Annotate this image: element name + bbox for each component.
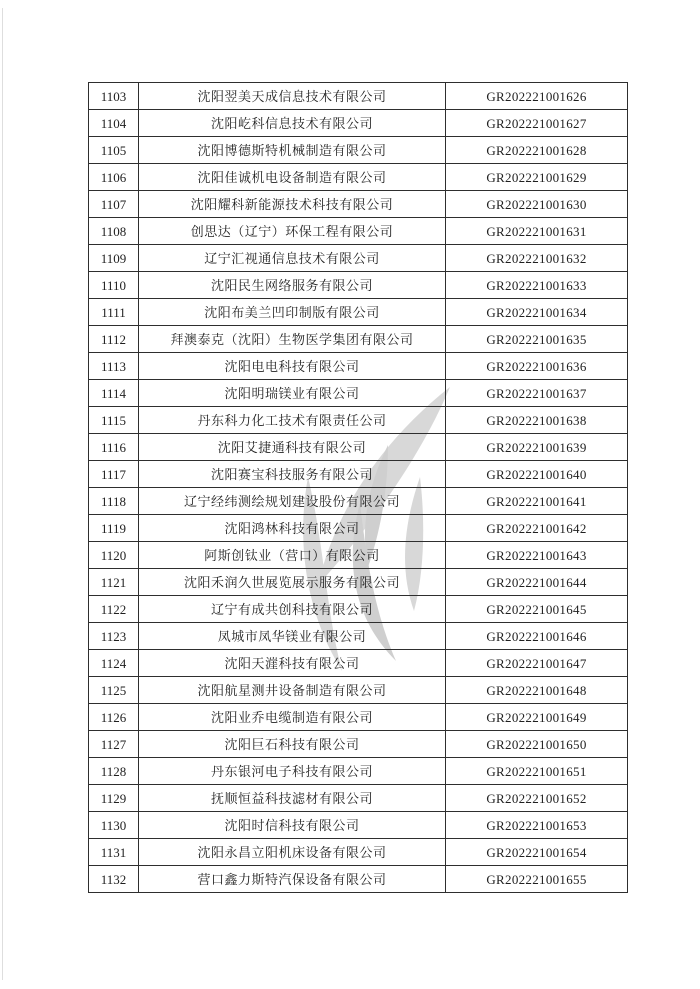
company-name-cell: 沈阳佳诚机电设备制造有限公司 <box>139 164 446 191</box>
company-name-cell: 沈阳屹科信息技术有限公司 <box>139 110 446 137</box>
company-name-cell: 沈阳博德斯特机械制造有限公司 <box>139 137 446 164</box>
registration-code-cell: GR202221001640 <box>446 461 628 488</box>
row-number-cell: 1126 <box>89 704 139 731</box>
company-name-cell: 沈阳时信科技有限公司 <box>139 812 446 839</box>
company-name-cell: 沈阳巨石科技有限公司 <box>139 731 446 758</box>
row-number-cell: 1104 <box>89 110 139 137</box>
table-row <box>89 704 628 731</box>
company-name-cell: 沈阳鸿林科技有限公司 <box>139 515 446 542</box>
row-number-cell: 1110 <box>89 272 139 299</box>
row-number-cell: 1112 <box>89 326 139 353</box>
registration-code-cell: GR202221001632 <box>446 245 628 272</box>
table-row <box>89 218 628 245</box>
row-number-cell: 1131 <box>89 839 139 866</box>
company-name-cell: 拜澳泰克（沈阳）生物医学集团有限公司 <box>139 326 446 353</box>
table-row <box>89 191 628 218</box>
company-name-cell: 沈阳永昌立阳机床设备有限公司 <box>139 839 446 866</box>
registration-code-cell: GR202221001633 <box>446 272 628 299</box>
registration-code-cell: GR202221001655 <box>446 866 628 893</box>
table-row <box>89 434 628 461</box>
row-number-cell: 1113 <box>89 353 139 380</box>
table-row <box>89 731 628 758</box>
registration-code-cell: GR202221001646 <box>446 623 628 650</box>
row-number-cell: 1117 <box>89 461 139 488</box>
company-name-cell: 沈阳禾润久世展览展示服务有限公司 <box>139 569 446 596</box>
company-name-cell: 沈阳艾捷通科技有限公司 <box>139 434 446 461</box>
row-number-cell: 1116 <box>89 434 139 461</box>
row-number-cell: 1108 <box>89 218 139 245</box>
company-name-cell: 沈阳电电科技有限公司 <box>139 353 446 380</box>
registration-code-cell: GR202221001654 <box>446 839 628 866</box>
table-row <box>89 677 628 704</box>
company-name-cell: 沈阳耀科新能源技术科技有限公司 <box>139 191 446 218</box>
row-number-cell: 1132 <box>89 866 139 893</box>
row-number-cell: 1127 <box>89 731 139 758</box>
registration-code-cell: GR202221001642 <box>446 515 628 542</box>
table-row <box>89 272 628 299</box>
registration-code-cell: GR202221001634 <box>446 299 628 326</box>
company-name-cell: 丹东科力化工技术有限责任公司 <box>139 407 446 434</box>
table-row <box>89 569 628 596</box>
company-name-cell: 营口鑫力斯特汽保设备有限公司 <box>139 866 446 893</box>
registration-code-cell: GR202221001651 <box>446 758 628 785</box>
registration-code-cell: GR202221001638 <box>446 407 628 434</box>
table-row <box>89 758 628 785</box>
row-number-cell: 1120 <box>89 542 139 569</box>
table-row <box>89 380 628 407</box>
company-name-cell: 沈阳赛宝科技服务有限公司 <box>139 461 446 488</box>
table-row <box>89 785 628 812</box>
company-name-cell: 创思达（辽宁）环保工程有限公司 <box>139 218 446 245</box>
row-number-cell: 1114 <box>89 380 139 407</box>
table-row <box>89 299 628 326</box>
row-number-cell: 1103 <box>89 83 139 110</box>
table-row <box>89 515 628 542</box>
registration-code-cell: GR202221001639 <box>446 434 628 461</box>
row-number-cell: 1128 <box>89 758 139 785</box>
page-edge-line <box>2 8 3 980</box>
row-number-cell: 1111 <box>89 299 139 326</box>
company-name-cell: 辽宁经纬测绘规划建设股份有限公司 <box>139 488 446 515</box>
registration-code-cell: GR202221001628 <box>446 137 628 164</box>
registration-code-cell: GR202221001629 <box>446 164 628 191</box>
registration-table <box>88 82 628 893</box>
row-number-cell: 1118 <box>89 488 139 515</box>
row-number-cell: 1107 <box>89 191 139 218</box>
registration-code-cell: GR202221001650 <box>446 731 628 758</box>
registration-code-cell: GR202221001645 <box>446 596 628 623</box>
row-number-cell: 1105 <box>89 137 139 164</box>
table-row <box>89 596 628 623</box>
registration-table-body <box>89 83 628 893</box>
company-name-cell: 沈阳天漄科技有限公司 <box>139 650 446 677</box>
registration-code-cell: GR202221001649 <box>446 704 628 731</box>
company-name-cell: 沈阳布美兰凹印制版有限公司 <box>139 299 446 326</box>
table-row <box>89 542 628 569</box>
registration-code-cell: GR202221001641 <box>446 488 628 515</box>
table-row <box>89 866 628 893</box>
table-row <box>89 245 628 272</box>
table-row <box>89 326 628 353</box>
company-name-cell: 凤城市凤华镁业有限公司 <box>139 623 446 650</box>
registration-table-container <box>88 82 628 893</box>
company-name-cell: 沈阳航星测井设备制造有限公司 <box>139 677 446 704</box>
registration-code-cell: GR202221001626 <box>446 83 628 110</box>
row-number-cell: 1125 <box>89 677 139 704</box>
registration-code-cell: GR202221001635 <box>446 326 628 353</box>
company-name-cell: 沈阳民生网络服务有限公司 <box>139 272 446 299</box>
company-name-cell: 阿斯创钛业（营口）有限公司 <box>139 542 446 569</box>
company-name-cell: 沈阳业乔电缆制造有限公司 <box>139 704 446 731</box>
company-name-cell: 抚顺恒益科技滤材有限公司 <box>139 785 446 812</box>
company-name-cell: 辽宁汇视通信息技术有限公司 <box>139 245 446 272</box>
registration-code-cell: GR202221001627 <box>446 110 628 137</box>
table-row <box>89 623 628 650</box>
registration-code-cell: GR202221001643 <box>446 542 628 569</box>
registration-code-cell: GR202221001636 <box>446 353 628 380</box>
registration-code-cell: GR202221001647 <box>446 650 628 677</box>
registration-code-cell: GR202221001637 <box>446 380 628 407</box>
table-row <box>89 812 628 839</box>
row-number-cell: 1124 <box>89 650 139 677</box>
registration-code-cell: GR202221001648 <box>446 677 628 704</box>
row-number-cell: 1106 <box>89 164 139 191</box>
table-row <box>89 83 628 110</box>
registration-code-cell: GR202221001631 <box>446 218 628 245</box>
company-name-cell: 沈阳翌美天成信息技术有限公司 <box>139 83 446 110</box>
registration-code-cell: GR202221001652 <box>446 785 628 812</box>
table-row <box>89 353 628 380</box>
row-number-cell: 1109 <box>89 245 139 272</box>
row-number-cell: 1119 <box>89 515 139 542</box>
row-number-cell: 1130 <box>89 812 139 839</box>
company-name-cell: 沈阳明瑞镁业有限公司 <box>139 380 446 407</box>
row-number-cell: 1122 <box>89 596 139 623</box>
table-row <box>89 407 628 434</box>
registration-code-cell: GR202221001630 <box>446 191 628 218</box>
table-row <box>89 839 628 866</box>
table-row <box>89 110 628 137</box>
registration-code-cell: GR202221001644 <box>446 569 628 596</box>
table-row <box>89 650 628 677</box>
row-number-cell: 1129 <box>89 785 139 812</box>
registration-code-cell: GR202221001653 <box>446 812 628 839</box>
row-number-cell: 1121 <box>89 569 139 596</box>
company-name-cell: 辽宁有成共创科技有限公司 <box>139 596 446 623</box>
table-row <box>89 488 628 515</box>
table-row <box>89 137 628 164</box>
table-row <box>89 461 628 488</box>
table-row <box>89 164 628 191</box>
row-number-cell: 1123 <box>89 623 139 650</box>
company-name-cell: 丹东银河电子科技有限公司 <box>139 758 446 785</box>
row-number-cell: 1115 <box>89 407 139 434</box>
